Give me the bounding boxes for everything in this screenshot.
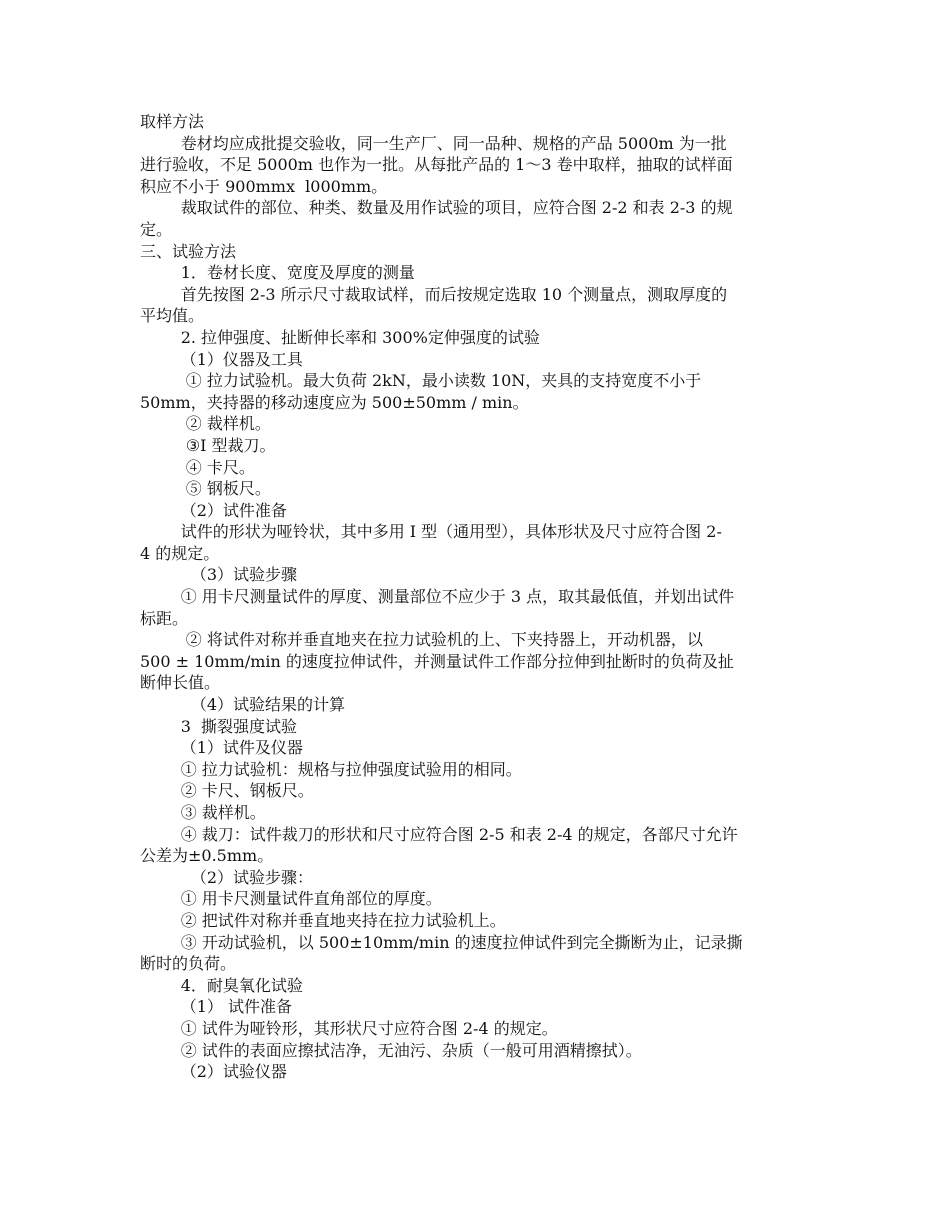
paragraph-line: 裁取试件的部位、种类、数量及用作试验的项目，应符合图 2-2 和表 2-3 的规 <box>140 198 733 218</box>
item-heading: （4）试验结果的计算 <box>140 695 346 715</box>
list-item: ④ 裁刀：试件裁刀的形状和尺寸应符合图 2-5 和表 2-4 的规定，各部尺寸允许 <box>140 824 738 844</box>
paragraph-line: 试件的形状为哑铃状，其中多用 I 型（通用型），具体形状及尺寸应符合图 2- <box>140 522 722 542</box>
list-item: ① 试件为哑铃形，其形状尺寸应符合图 2-4 的规定。 <box>140 1018 558 1038</box>
item-heading: （1） 试件准备 <box>140 997 292 1017</box>
list-item: ② 将试件对称并垂直地夹在拉力试验机的上、下夹持器上，开动机器，以 <box>140 630 703 650</box>
list-item: 断伸长值。 <box>140 673 221 693</box>
subsection-heading: 3 撕裂强度试验 <box>140 716 298 736</box>
list-item: 50mm，夹持器的移动速度应为 500±50mm / min。 <box>140 392 529 412</box>
list-item: ① 拉力试验机：规格与拉伸强度试验用的相同。 <box>140 759 522 779</box>
list-item: 500 ± 10mm/min 的速度拉伸试件，并测量试件工作部分拉伸到扯断时的负荷及扯 <box>140 651 734 671</box>
subsection-heading: 4．耐臭氧化试验 <box>140 975 303 995</box>
paragraph-line: 4 的规定。 <box>140 543 220 563</box>
item-heading: （1）仪器及工具 <box>140 349 303 369</box>
list-item: ② 把试件对称并垂直地夹持在拉力试验机上。 <box>140 910 506 930</box>
subsection-heading: 2. 拉伸强度、扯断伸长率和 300%定伸强度的试验 <box>140 327 540 347</box>
paragraph-line: 定。 <box>140 219 173 239</box>
item-heading: （1）试件及仪器 <box>140 738 303 758</box>
list-item: ② 卡尺、钢板尺。 <box>140 781 314 801</box>
list-item: ⑤ 钢板尺。 <box>140 479 271 499</box>
section-heading-test-methods: 三、试验方法 <box>140 241 237 261</box>
section-heading-sampling: 取样方法 <box>140 112 205 131</box>
paragraph-line: 平均值。 <box>140 306 205 326</box>
list-item: 公差为±0.5mm。 <box>140 846 274 866</box>
paragraph-line: 进行验收，不足 5000m 也作为一批。从每批产品的 1～3 卷中取样，抽取的试样面 <box>140 155 733 175</box>
item-heading: （2）试件准备 <box>140 500 287 520</box>
list-item: ④ 卡尺。 <box>140 457 255 477</box>
list-item: 断时的负荷。 <box>140 954 237 974</box>
list-item: 标距。 <box>140 608 189 628</box>
subsection-heading: 1．卷材长度、宽度及厚度的测量 <box>140 263 415 283</box>
paragraph-line: 积应不小于 900mmx l000mm。 <box>140 176 388 196</box>
list-item: ① 拉力试验机。最大负荷 2kN，最小读数 10N，夹具的支持宽度不小于 <box>140 371 702 391</box>
list-item: ② 试件的表面应擦拭洁净，无油污、杂质（一般可用酒精擦拭）。 <box>140 1040 642 1060</box>
paragraph-line: 首先按图 2-3 所示尺寸裁取试样，而后按规定选取 10 个测量点，测取厚度的 <box>140 284 728 304</box>
item-heading: （2）试验仪器 <box>140 1062 287 1082</box>
list-item: ③ 开动试验机，以 500±10mm/min 的速度拉伸试件到完全撕断为止，记录撕 <box>140 932 743 952</box>
list-item: ③ 裁样机。 <box>140 803 266 822</box>
list-item: ③I 型裁刀。 <box>140 435 276 455</box>
item-heading: （2）试验步骤： <box>140 867 314 887</box>
list-item: ② 裁样机。 <box>140 414 271 434</box>
paragraph-line: 卷材均应成批提交验收，同一生产厂、同一品种、规格的产品 5000m 为一批 <box>140 133 727 153</box>
list-item: ① 用卡尺测量试件直角部位的厚度。 <box>140 889 442 909</box>
document-body <box>140 111 820 1083</box>
item-heading: （3）试验步骤 <box>140 565 298 585</box>
list-item: ① 用卡尺测量试件的厚度、测量部位不应少于 3 点，取其最低值，并划出试件 <box>140 587 735 607</box>
